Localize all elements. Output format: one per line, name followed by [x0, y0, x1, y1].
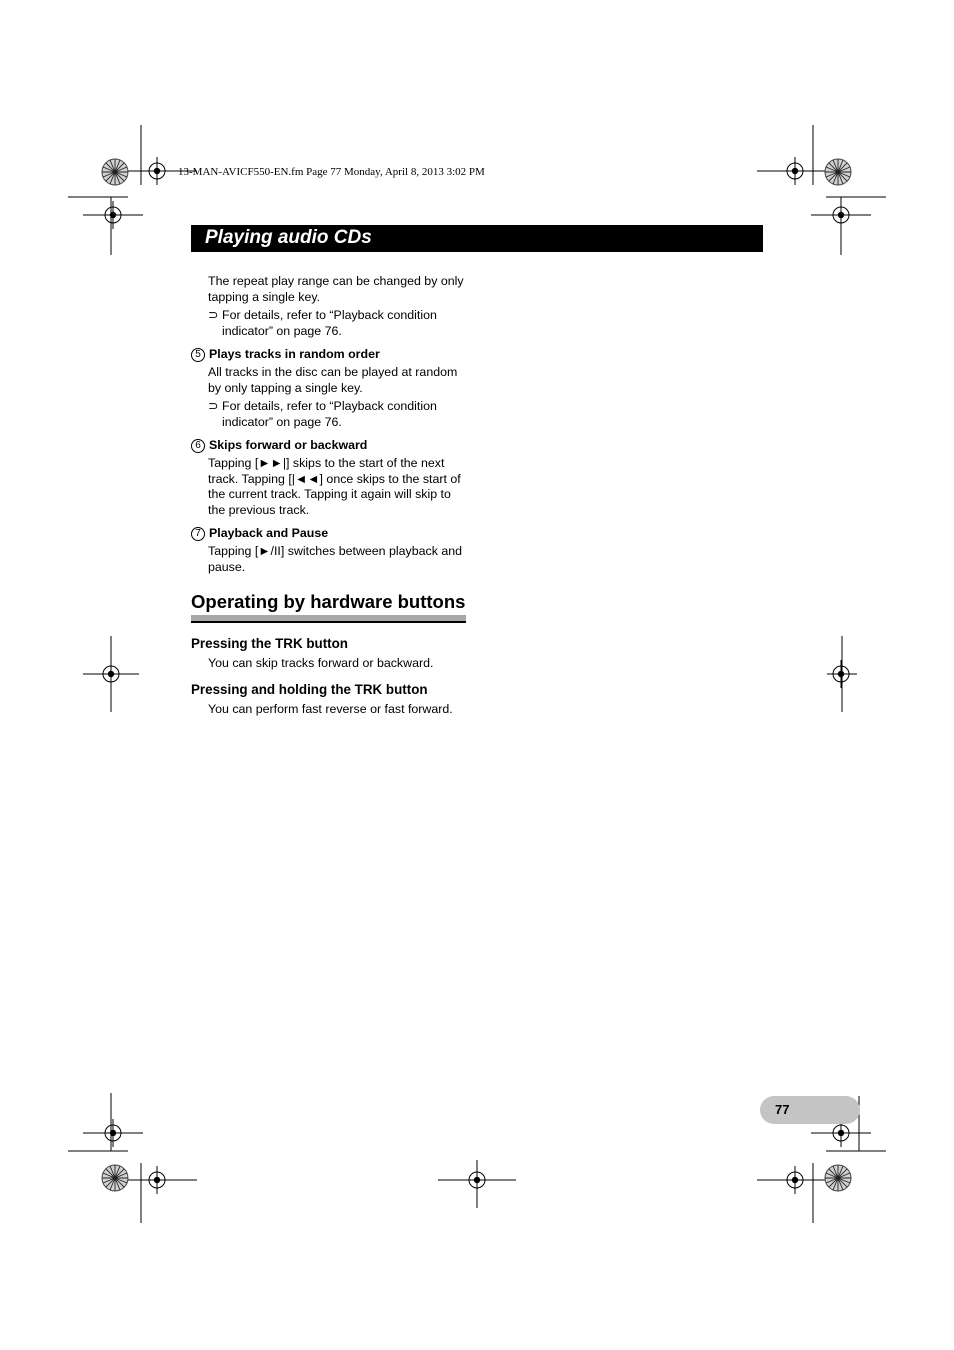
section-title-rule — [191, 615, 466, 623]
reference-text: For details, refer to “Playback condition indicator” on page 76. — [222, 399, 437, 429]
subsection-text: You can skip tracks forward or backward. — [208, 656, 434, 670]
section-title: Operating by hardware buttons — [191, 591, 466, 612]
intro-text: The repeat play range can be changed by only tapping a single key. — [208, 274, 464, 304]
page-number: 77 — [775, 1102, 790, 1117]
list-item — [191, 347, 467, 430]
list-item — [191, 438, 467, 518]
item-heading — [191, 438, 467, 453]
item-text: All tracks in the disc can be played at random by only tapping a single key. — [208, 365, 458, 395]
item-title: Skips forward or backward — [209, 438, 368, 452]
circled-number-icon: 5 — [191, 348, 205, 362]
item-text: Tapping [►►|] skips to the start of the next track. Tapping [|◄◄] once skips to the start of the current track. Tapping it again will skip to the previous track. — [208, 456, 461, 517]
section-header-title: Playing audio CDs — [205, 227, 372, 248]
item-heading — [191, 526, 467, 541]
intro-reference — [208, 308, 467, 339]
reference-arrow-icon: ⊃ — [208, 399, 219, 413]
item-reference — [208, 399, 467, 430]
reference-text: For details, refer to “Playback condition indicator” on page 76. — [222, 308, 437, 338]
file-header: 13-MAN-AVICF550-EN.fm Page 77 Monday, April 8, 2013 3:02 PM — [178, 166, 485, 178]
subsection-text: You can perform fast reverse or fast forward. — [208, 701, 453, 716]
section-header-bar — [191, 225, 763, 252]
item-title: Playback and Pause — [209, 526, 329, 540]
page-number-tab — [760, 1096, 860, 1124]
page-content — [191, 274, 467, 717]
item-heading — [191, 347, 467, 362]
subsection-heading: Pressing the TRK button — [191, 636, 348, 651]
circled-number-icon: 6 — [191, 439, 205, 453]
item-title: Plays tracks in random order — [209, 347, 380, 361]
circled-number-icon: 7 — [191, 527, 205, 541]
list-item — [191, 526, 467, 575]
subsection-heading: Pressing and holding the TRK button — [191, 681, 428, 697]
reference-arrow-icon: ⊃ — [208, 308, 219, 322]
item-text: Tapping [►/II] switches between playback and pause. — [208, 544, 463, 574]
